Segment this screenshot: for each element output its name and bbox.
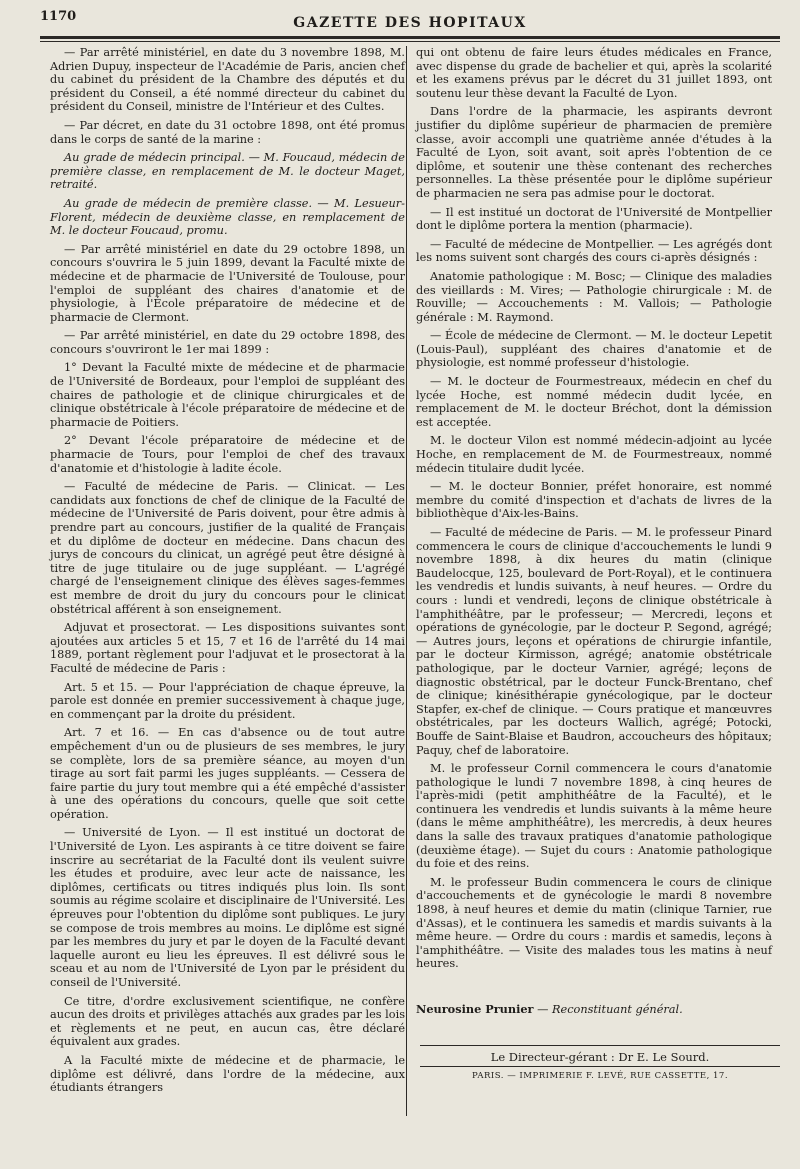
- paragraph: — Faculté de médecine de Paris. — M. le professeur Pinard commencera le cours de clinique d'accouchements le lundi 9 novembre 1898, à dix heures du matin (clinique Baudelocque, 125, boulevard de Port-Royal), et le continuera les vendredis et lundis suivants, à neuf heures. — Ordre du cours : lundi et vendredi, leçons de clinique obstétricale à l'amphithéâtre, par le professeur; — Mercredi, leçons et opérations de gynécologie, par le docteur P. Segond, agrégé; — Autres jours, leçons et opérations de chirurgie infantile, par le docteur Kirmisson, agrégé; anatomie obstétricale pathologique, par le docteur Varnier, agrégé; leçons de diagnostic obstétrical, par le docteur Funck-Brentano, chef de clinique; kinésithérapie gynécologique, par le docteur Stapfer, ex-chef de clinique. — Cours pratique et manœuvres obstétricales, par les docteurs Wallich, agrégé; Potocki, Bouffe de Saint-Blaise et Baudron, accoucheurs des hôpitaux; Paquy, chef de laboratoire.: [416, 526, 772, 757]
- printer-line: PARIS. — IMPRIMERIE F. LEVÉ, RUE CASSETTE, 17.: [471, 1071, 729, 1081]
- left-column: [50, 46, 405, 1100]
- paragraph: — Par décret, en date du 31 octobre 1898, ont été promus dans le corps de santé de la marine :: [50, 118, 405, 146]
- paragraph: 2° Devant l'école préparatoire de médecine et de pharmacie de Tours, pour l'emploi de chef des travaux d'anatomie et d'histologie à ladite école.: [50, 434, 405, 475]
- paragraph: A la Faculté mixte de médecine et de pharmacie, le diplôme est délivré, dans l'ordre de la médecine, aux étudiants étrangers: [50, 1053, 405, 1095]
- advert-tagline: Reconstituant général.: [552, 1003, 683, 1016]
- paragraph: — Université de Lyon. — Il est institué un doctorat de l'Université de Lyon. Les aspirants à ce titre doivent se faire inscrire au secrétariat de la Faculté dont ils veulent suivre les études et produire, avec leur acte de naissance, les diplômes, certificats ou titres indiqués plus loin. Ils sont soumis au régime scolaire et disciplinaire de l'Université. Les épreuves pour l'obtention du diplôme sont publiques. Le jury se compose de trois membres au moins. Le diplôme est signé par les membres du jury et par le doyen de la Faculté devant laquelle auront eu lieu les épreuves. Il est délivré sous le sceau et au nom de l'Université de Lyon par le président du conseil de l'Université.: [50, 826, 405, 989]
- paragraph: Art. 5 et 15. — Pour l'appréciation de chaque épreuve, la parole est donnée en premier successivement à chaque juge, en commençant par la droite du président.: [50, 680, 405, 721]
- paragraph: — M. le docteur de Fourmestreaux, médecin en chef du lycée Hoche, est nommé médecin dudit lycée, en remplacement de M. le docteur Bréchot, dont la démission est acceptée.: [416, 375, 772, 429]
- paragraph: — Il est institué un doctorat de l'Université de Montpellier dont le diplôme portera la mention (pharmacie).: [416, 205, 772, 233]
- running-title: GAZETTE DES HOPITAUX: [293, 15, 527, 31]
- paragraph: M. le docteur Vilon est nommé médecin-adjoint au lycée Hoche, en remplacement de M. de Fourmestreaux, nommé médecin titulaire dudit lycée.: [416, 434, 772, 475]
- right-column: [416, 46, 772, 1022]
- paragraph: Ce titre, d'ordre exclusivement scientifique, ne confère aucun des droits et privilèges attachés aux grades par les lois et règlements et ne peut, en aucun cas, être déclaré équivalent aux grades.: [50, 994, 405, 1049]
- paragraph: — Par arrêté ministériel en date du 29 octobre 1898, un concours s'ouvrira le 5 juin 1899, devant la Faculté mixte de médecine et de pharmacie de l'Université de Toulouse, pour l'emploi de suppléant des chaires d'anatomie et de physiologie, à l'École préparatoire de médecine et de pharmacie de Clermont.: [50, 242, 405, 324]
- paragraph: 1° Devant la Faculté mixte de médecine et de pharmacie de l'Université de Bordeaux, pour l'emploi de suppléant des chaires de pathologie et de clinique chirurgicales et de clinique obstétricale à l'école préparatoire de médecine et de pharmacie de Poitiers.: [50, 361, 405, 429]
- paragraph: Adjuvat et prosectorat. — Les dispositions suivantes sont ajoutées aux articles 5 et 15, 7 et 16 de l'arrêté du 14 mai 1889, portant règlement pour l'adjuvat et le prosectorat à la Faculté de médecine de Paris :: [50, 621, 405, 675]
- paragraph: Au grade de médecin principal. — M. Foucaud, médecin de première classe, en remplacement de M. le docteur Maget, retraité.: [50, 151, 405, 192]
- paragraph: M. le professeur Cornil commencera le cours d'anatomie pathologique le lundi 7 novembre 1898, à cinq heures de l'après-midi (petit amphithéâtre de la Faculté), et le continuera les vendredis et lundis suivants à la même heure (dans le même amphithéâtre), les mercredis, à deux heures dans la salle des travaux pratiques d'anatomie pathologique (deuxième étage). — Sujet du cours : Anatomie pathologique du foie et des reins.: [416, 762, 772, 871]
- column-divider: [406, 46, 407, 1116]
- footer-rule: [420, 1045, 780, 1046]
- paragraph: — Faculté de médecine de Paris. — Clinicat. — Les candidats aux fonctions de chef de clinique de la Faculté de médecine de l'Université de Paris doivent, pour être admis à prendre part au concours, justifier de la qualité de Français et du diplôme de docteur en médecine. Dans chacun des jurys de concours du clinicat, un agrégé peut être désigné à titre de juge titulaire ou de juge suppléant. — L'agrégé chargé de l'enseignement clinique des élèves sages-femmes est membre de droit du jury du concours pour le clinicat obstétrical afférent à son enseignement.: [50, 480, 405, 616]
- paragraph: — Faculté de médecine de Montpellier. — Les agrégés dont les noms suivent sont chargés des cours ci-après désignés :: [416, 237, 772, 265]
- paragraph: — Par arrêté ministériel, en date du 29 octobre 1898, des concours s'ouvriront le 1er mai 1899 :: [50, 329, 405, 356]
- page-number: 1170: [40, 9, 77, 24]
- paragraph: — Par arrêté ministériel, en date du 3 novembre 1898, M. Adrien Dupuy, inspecteur de l'Académie de Paris, ancien chef du cabinet du président de la Chambre des députés et du président du Conseil, a été nommé directeur du cabinet du président du Conseil, ministre de l'Intérieur et des Cultes.: [50, 46, 405, 114]
- advert-product: Neurosine Prunier: [416, 1002, 534, 1016]
- paragraph: — École de médecine de Clermont. — M. le docteur Lepetit (Louis-Paul), suppléant des chaires d'anatomie et de physiologie, est nommé professeur d'histologie.: [416, 329, 772, 370]
- paragraph: Art. 7 et 16. — En cas d'absence ou de tout autre empêchement d'un ou de plusieurs de ses membres, le jury se complète, lors de sa première séance, au moyen d'un tirage au sort fait parmi les juges suppléants. — Cessera de faire partie du jury tout membre qui a été empêché d'assister à une des opérations du concours, quelle que soit cette opération.: [50, 726, 405, 821]
- header-rule: [40, 36, 780, 39]
- header-rule-thin: [40, 41, 780, 42]
- paragraph: — M. le docteur Bonnier, préfet honoraire, est nommé membre du comité d'inspection et d'achats de livres de la bibliothèque d'Aix-les-Bains.: [416, 480, 772, 521]
- paragraph: Dans l'ordre de la pharmacie, les aspirants devront justifier du diplôme supérieur de pharmacien de première classe, avoir accompli une quatrième année d'études à la Faculté de Lyon, soit avant, soit après l'obtention de ce diplôme, et soutenir une thèse contenant des recherches personnelles. La thèse présentée pour le diplôme supérieur de pharmacien ne sera pas admise pour le doctorat.: [416, 105, 772, 200]
- footer-rule-lower: [420, 1066, 780, 1067]
- director-line: Le Directeur-gérant : Dr E. Le Sourd.: [490, 1050, 710, 1064]
- paragraph: Au grade de médecin de première classe. — M. Lesueur-Florent, médecin de deuxième classe, en remplacement de M. le docteur Foucaud, promu.: [50, 196, 405, 238]
- paragraph: qui ont obtenu de faire leurs études médicales en France, avec dispense du grade de bachelier et qui, après la scolarité et les examens prévus par le décret du 31 juillet 1893, ont soutenu leur thèse devant la Faculté de Lyon.: [416, 46, 772, 100]
- paragraph: Anatomie pathologique : M. Bosc; — Clinique des maladies des vieillards : M. Vires; — Pathologie chirurgicale : M. de Rouville; — Accouchements : M. Vallois; — Pathologie générale : M. Raymond.: [416, 269, 772, 324]
- advertisement: Neurosine Prunier — Reconstituant général.: [416, 1002, 683, 1016]
- paragraph: M. le professeur Budin commencera le cours de clinique d'accouchements et de gynécologie le mardi 8 novembre 1898, à neuf heures et demie du matin (clinique Tarnier, rue d'Assas), et le continuera les samedis et mardis suivants à la même heure. — Ordre du cours : mardis et samedis, leçons à l'amphithéâtre. — Visite des malades tous les matins à neuf heures.: [416, 875, 772, 971]
